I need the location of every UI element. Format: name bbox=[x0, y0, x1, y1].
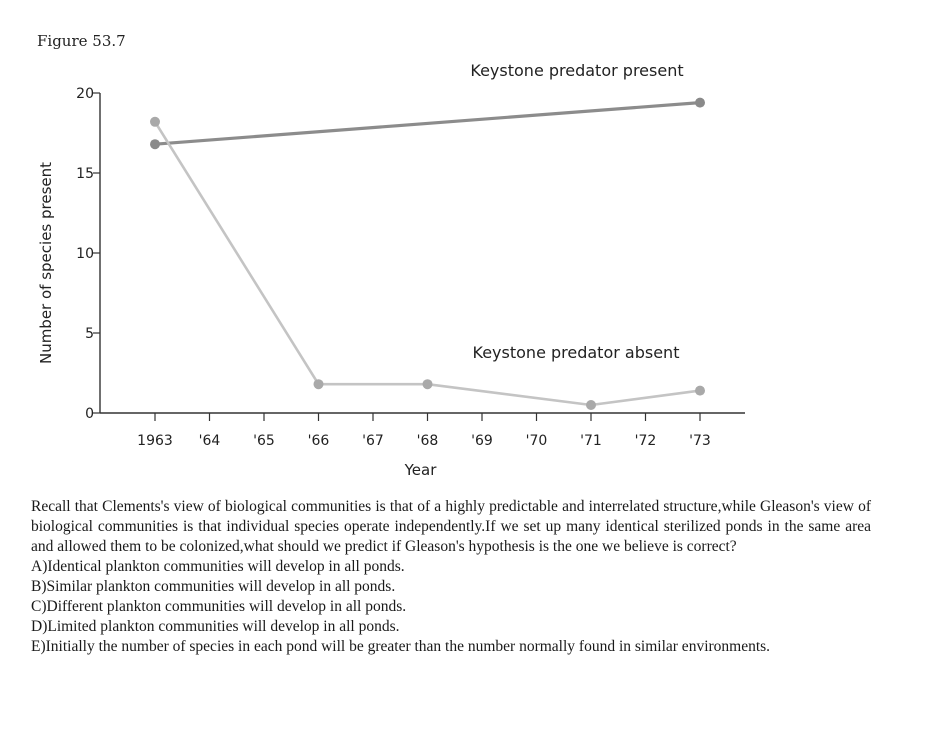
answer-option-e: E)Initially the number of species in each pond will be greater than the number normally found in similar environments. bbox=[31, 638, 771, 655]
data-point bbox=[695, 98, 705, 108]
data-point bbox=[314, 379, 324, 389]
x-tick-label: '72 bbox=[634, 433, 657, 449]
series-label-present: Keystone predator present bbox=[470, 61, 684, 80]
chart-labels bbox=[37, 61, 684, 479]
x-tick-label: 1963 bbox=[137, 433, 173, 449]
y-tick-label: 0 bbox=[85, 406, 94, 422]
answer-option-d: D)Limited plankton communities will develop in all ponds. bbox=[31, 618, 400, 635]
series-line bbox=[155, 103, 700, 145]
series-line bbox=[155, 122, 700, 405]
question-block bbox=[31, 497, 871, 657]
x-tick-label: '65 bbox=[253, 433, 275, 449]
x-axis-title: Year bbox=[404, 461, 437, 479]
y-tick-label: 5 bbox=[85, 326, 94, 342]
answer-option-a: A)Identical plankton communities will develop in all ponds. bbox=[31, 558, 405, 575]
answer-option-c: C)Different plankton communities will develop in all ponds. bbox=[31, 598, 407, 615]
data-point bbox=[695, 386, 705, 396]
x-tick-label: '69 bbox=[471, 433, 493, 449]
x-tick-label: '73 bbox=[689, 433, 711, 449]
x-tick-label: '64 bbox=[198, 433, 221, 449]
data-point bbox=[586, 400, 596, 410]
y-tick-label: 10 bbox=[76, 246, 94, 262]
y-tick-label: 20 bbox=[76, 86, 94, 102]
x-tick-label: '66 bbox=[307, 433, 330, 449]
chart-axes bbox=[76, 86, 745, 449]
x-tick-label: '68 bbox=[416, 433, 439, 449]
y-axis-title: Number of species present bbox=[37, 161, 55, 365]
data-point bbox=[150, 139, 160, 149]
series-points bbox=[150, 98, 705, 410]
data-point bbox=[423, 379, 433, 389]
y-tick-label: 15 bbox=[76, 166, 94, 182]
x-tick-label: '70 bbox=[525, 433, 548, 449]
x-tick-label: '67 bbox=[362, 433, 384, 449]
question-stem: Recall that Clements's view of biological communities is that of a highly predictable and interrelated structure,while Gleason's view of biological communities is that individual species operate independently.If we set up many identical sterilized ponds in the same area and allowed them to be colonized,what should we predict if Gleason's hypothesis is the one we believe is correct? bbox=[31, 498, 871, 555]
series-label-absent: Keystone predator absent bbox=[472, 343, 680, 362]
figure-label: Figure 53.7 bbox=[37, 32, 126, 50]
data-point bbox=[150, 117, 160, 127]
x-tick-label: '71 bbox=[580, 433, 602, 449]
answer-option-b: B)Similar plankton communities will develop in all ponds. bbox=[31, 578, 396, 595]
